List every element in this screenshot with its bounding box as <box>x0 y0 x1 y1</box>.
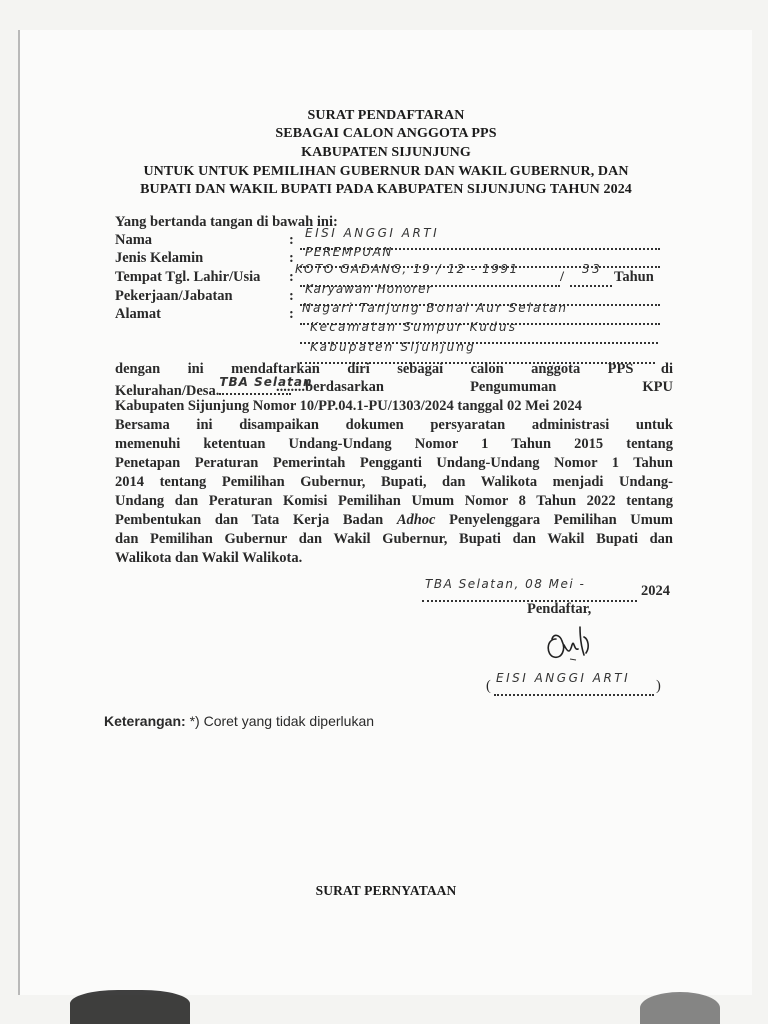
field-nama-colon: : <box>289 232 294 248</box>
document-page <box>18 30 752 995</box>
field-ttl-place-date: KOTO GADANG, 19 / 12 - 1991 <box>295 262 519 276</box>
body-line-8: Undang dan Peraturan Komisi Pemilihan Umum Nomor 8 Tahun 2022 tentang <box>115 493 673 509</box>
signature-name-close: ) <box>656 678 661 694</box>
signature-name-open: ( <box>486 678 491 694</box>
signature-role: Pendaftar, <box>527 601 592 617</box>
body-line-9-italic: Adhoc <box>396 512 436 528</box>
signature-mark <box>540 617 600 665</box>
body-line-3: Kabupaten Sijunjung Nomor 10/PP.04.1-PU/1303/2024 tanggal 02 Mei 2024 <box>115 398 582 414</box>
scan-edge-shadow-right <box>640 992 720 1024</box>
body-line-7: 2014 tentang Pemilihan Gubernur, Bupati, dan Walikota menjadi Undang- <box>115 474 673 490</box>
title-surat-pendaftaran: SURAT PENDAFTARAN <box>307 108 465 123</box>
field-nama-value: EISI ANGGI ARTI <box>305 226 440 240</box>
title-kabupaten: KABUPATEN SIJUNJUNG <box>301 145 471 160</box>
scan-edge-shadow-left <box>70 990 190 1024</box>
field-nama-label: Nama <box>115 232 153 248</box>
field-jenis-kelamin-value: PEREMPUAN <box>305 245 393 259</box>
field-pekerjaan-colon: : <box>289 288 294 304</box>
field-alamat-value-3: Kabupaten Sijunjung <box>310 340 476 354</box>
field-pekerjaan-label: Pekerjaan/Jabatan <box>115 288 233 304</box>
title-pemilihan-bupati: BUPATI DAN WAKIL BUPATI PADA KABUPATEN SIJUNJUNG TAHUN 2024 <box>140 182 632 197</box>
body-line-6: Penetapan Peraturan Pemerintah Pengganti Undang-Undang Nomor 1 Tahun <box>115 455 673 471</box>
field-ttl-age: 33 <box>582 262 603 276</box>
body-line-9 <box>115 512 673 529</box>
title-calon-pps: SEBAGAI CALON ANGGOTA PPS <box>275 126 497 141</box>
signature-name: EISI ANGGI ARTI <box>496 671 631 685</box>
field-jenis-kelamin-colon: : <box>289 250 294 266</box>
body-line-9-pre: Pembentukan dan Tata Kerja Badan <box>115 512 397 528</box>
signature-place-date: TBA Selatan, 08 Mei - <box>425 577 586 591</box>
field-alamat-label: Alamat <box>115 306 161 322</box>
field-ttl-slash: / <box>560 269 565 285</box>
body-line-9-post: Penyelenggara Pemilihan Umum <box>435 512 673 528</box>
field-jenis-kelamin-label: Jenis Kelamin <box>115 250 204 266</box>
field-ttl-colon: : <box>289 269 294 285</box>
field-alamat-colon: : <box>289 306 294 322</box>
field-alamat-value-2: Kecamatan Sumpur Kudus <box>310 320 518 334</box>
body-line-2-prefix: Kelurahan/Desa. <box>115 383 220 399</box>
note-text: *) Coret yang tidak diperlukan <box>189 713 375 729</box>
field-ttl-label: Tempat Tgl. Lahir/Usia <box>115 269 261 285</box>
signature-year: 2024 <box>641 583 670 599</box>
field-pekerjaan-value: Karyawan Honorer <box>305 282 433 296</box>
body-line-5: memenuhi ketentuan Undang-Undang Nomor 1 Tahun 2015 tentang <box>115 436 673 452</box>
body-line-10: dan Pemilihan Gubernur dan Wakil Gubernur, Bupati dan Wakil Bupati dan <box>115 531 673 547</box>
body-line-1: dengan ini mendaftarkan diri sebagai calon anggota PPS di <box>115 361 673 377</box>
desa-fill-value: TBA Selatan <box>219 375 313 389</box>
field-alamat-value-1: Nagari Tanjung Bonai Aur Selatan <box>302 301 568 315</box>
body-line-2-suffix: ........berdasarkan Pengumuman KPU <box>276 379 673 395</box>
body-line-11: Walikota dan Wakil Walikota. <box>115 550 303 566</box>
body-line-4: Bersama ini disampaikan dokumen persyaratan administrasi untuk <box>115 417 673 433</box>
note-label: Keterangan: <box>104 713 186 729</box>
next-title-surat-pernyataan: SURAT PERNYATAAN <box>315 883 457 898</box>
title-pemilihan-gubernur: UNTUK UNTUK PEMILIHAN GUBERNUR DAN WAKIL GUBERNUR, DAN <box>143 164 629 179</box>
intro-text: Yang bertanda tangan di bawah ini: <box>115 214 338 230</box>
field-ttl-unit: Tahun <box>614 269 654 285</box>
note-line <box>104 713 374 729</box>
body-line-2 <box>115 375 313 400</box>
